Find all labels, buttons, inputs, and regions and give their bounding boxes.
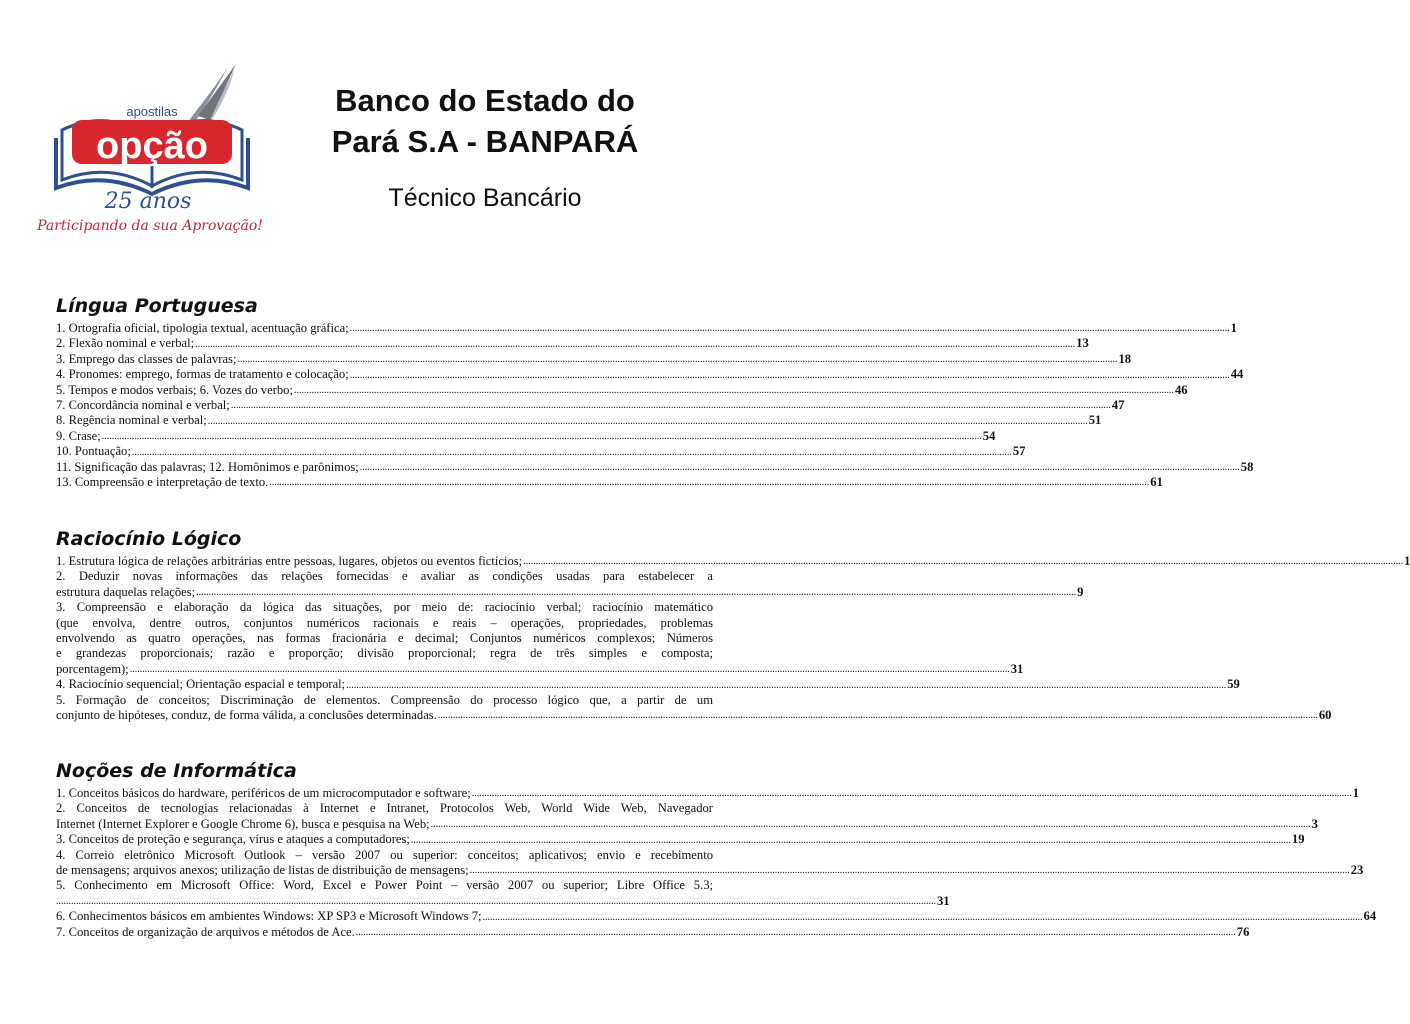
toc-leader bbox=[231, 398, 1111, 413]
open-book-logo-icon bbox=[37, 58, 263, 240]
toc-entry-text-line: 3. Compreensão e elaboração da lógica das situações, por meio de: raciocínio verbal; raciocínio matemático bbox=[56, 600, 713, 615]
toc-page-number: 61 bbox=[1150, 475, 1163, 490]
page-title bbox=[280, 80, 690, 162]
toc-entry-text-line: porcentagem); bbox=[56, 661, 129, 676]
toc-entry-text: 13. Compreensão e interpretação de texto. bbox=[56, 475, 269, 490]
toc-entry[interactable] bbox=[56, 692, 1332, 724]
toc-entry-text: 9. Crase; bbox=[56, 428, 101, 443]
logo-brand-text: opção bbox=[96, 125, 208, 167]
toc-entry-text-line: (que envolva, dentre outros, conjuntos numéricos racionais e reais – operações, propriedades, problemas bbox=[56, 615, 713, 630]
toc-page-number: 9 bbox=[1077, 584, 1084, 599]
toc-leader bbox=[411, 833, 1291, 848]
toc-entry[interactable] bbox=[56, 878, 950, 909]
toc-entry[interactable] bbox=[56, 569, 1084, 600]
toc-entry-text: 5. Tempos e modos verbais; 6. Vozes do verbo; bbox=[56, 382, 293, 397]
title-line-2: Pará S.A - BANPARÁ bbox=[331, 124, 639, 159]
toc-leader bbox=[102, 429, 982, 444]
toc-entry-text-line: 2. Deduzir novas informações das relações fornecidas e avaliar as condições usadas para estabelecer a bbox=[56, 569, 713, 584]
toc-entry[interactable] bbox=[56, 367, 1244, 382]
section-nocoes-de-informatica bbox=[56, 759, 1377, 940]
toc-entry[interactable] bbox=[56, 924, 1250, 940]
toc-entry[interactable] bbox=[56, 444, 1026, 459]
toc-page-number: 46 bbox=[1174, 382, 1188, 397]
toc-entry-text: 10. Pontuação; bbox=[56, 444, 131, 459]
toc-entry[interactable] bbox=[56, 475, 1163, 490]
toc-entry-text: 2. Flexão nominal e verbal; bbox=[56, 336, 195, 351]
section-lingua-portuguesa bbox=[56, 294, 1254, 490]
toc-entry-text: 7. Concordância nominal e verbal; bbox=[56, 398, 230, 413]
toc-leader bbox=[356, 925, 1236, 940]
toc-leader bbox=[132, 445, 1012, 460]
toc-entry[interactable] bbox=[56, 554, 1410, 569]
toc-entry[interactable] bbox=[56, 336, 1089, 351]
toc-page-number: 47 bbox=[1111, 398, 1125, 413]
toc-entry[interactable] bbox=[56, 398, 1125, 413]
toc-entry[interactable] bbox=[56, 428, 996, 444]
toc-page-number: 59 bbox=[1227, 677, 1240, 692]
toc-entry[interactable] bbox=[56, 909, 1377, 924]
toc-leader bbox=[438, 708, 1318, 723]
toc-entry-text-line: de mensagens; arquivos anexos; utilização de listas de distribuição de mensagens; bbox=[56, 863, 469, 878]
title-line-1: Banco do Estado do bbox=[335, 83, 635, 118]
section-title: Língua Portuguesa bbox=[56, 295, 258, 317]
toc-leader bbox=[431, 817, 1311, 832]
toc-entry-text: 3. Conceitos de proteção e segurança, vírus e ataques a computadores; bbox=[56, 832, 410, 847]
toc-entry[interactable] bbox=[56, 413, 1102, 428]
toc-entry[interactable] bbox=[56, 351, 1132, 367]
logo-top-text: apostilas bbox=[126, 104, 178, 119]
toc-entry[interactable] bbox=[56, 321, 1237, 336]
toc-entry-text-line: estrutura daquelas relações; bbox=[56, 584, 196, 599]
toc-page-number: 60 bbox=[1318, 708, 1332, 723]
toc-page-number: 1 bbox=[1230, 321, 1237, 335]
section-title: Noções de Informática bbox=[56, 760, 297, 782]
toc-entry-text: 4. Pronomes: emprego, formas de tratamento e colocação; bbox=[56, 367, 349, 382]
toc-entry[interactable] bbox=[56, 677, 1240, 692]
toc-page-number: 54 bbox=[982, 428, 996, 443]
logo-tagline: Participando da sua Aprovação! bbox=[37, 218, 263, 234]
toc-leader bbox=[350, 321, 1230, 336]
toc-leader bbox=[472, 786, 1352, 801]
toc-entry-text: 4. Raciocínio sequencial; Orientação espacial e temporal; bbox=[56, 677, 346, 692]
toc-entry-text-line: conjunto de hipóteses, conduz, de forma válida, a conclusões determinadas. bbox=[56, 708, 437, 723]
toc-leader bbox=[470, 863, 1350, 878]
page-subtitle: Técnico Bancário bbox=[388, 184, 582, 212]
toc-leader bbox=[237, 352, 1117, 367]
toc-entry-text: 6. Conhecimentos básicos em ambientes Windows: XP SP3 e Microsoft Windows 7; bbox=[56, 909, 482, 924]
toc-leader bbox=[195, 337, 1075, 352]
toc-entry[interactable] bbox=[56, 600, 1024, 677]
toc-leader bbox=[196, 585, 1076, 600]
logo-years-text: 25 anos bbox=[104, 189, 192, 214]
toc-entry-text: 3. Emprego das classes de palavras; bbox=[56, 351, 237, 366]
toc-page-number: 1 bbox=[1352, 786, 1360, 800]
toc-leader bbox=[350, 368, 1230, 383]
section-title: Raciocínio Lógico bbox=[56, 528, 242, 550]
toc-leader bbox=[269, 475, 1149, 490]
toc-entry-text: 8. Regência nominal e verbal; bbox=[56, 413, 207, 428]
toc-leader bbox=[346, 678, 1226, 693]
toc-entry-text-line: 5. Conhecimento em Microsoft Office: Word, Excel e Power Point – versão 2007 ou superior; Libre Office 5.3; bbox=[56, 878, 713, 893]
toc-page-number: 64 bbox=[1363, 909, 1377, 924]
toc-entry-text: 11. Significação das palavras; 12. Homônimos e parônimos; bbox=[56, 459, 359, 474]
toc-leader bbox=[294, 383, 1174, 398]
toc-page-number: 1 bbox=[1404, 554, 1410, 568]
toc-entry[interactable] bbox=[56, 786, 1360, 801]
toc-entry-text: 1. Ortografia oficial, tipologia textual, acentuação gráfica; bbox=[56, 321, 349, 335]
toc-entry-text-line: 5. Formação de conceitos; Discriminação de elementos. Compreensão do processo lógico que, a partir de um bbox=[56, 692, 713, 707]
toc-entry-text-line: e grandezas proporcionais; razão e proporção; divisão proporcional; regra de três simples e composta; bbox=[56, 646, 713, 661]
toc-entry-text-line: 2. Conceitos de tecnologias relacionadas à Internet e Intranet, Protocolos Web, World Wide Web, Navegador bbox=[56, 801, 713, 816]
toc-entry-text: 7. Conceitos de organização de arquivos e métodos de Ace. bbox=[56, 924, 355, 939]
toc-entry[interactable] bbox=[56, 382, 1188, 398]
toc-page-number: 23 bbox=[1350, 863, 1364, 878]
toc-page-number: 76 bbox=[1236, 924, 1250, 939]
toc-entry-text: 1. Conceitos básicos do hardware, periféricos de um microcomputador e software; bbox=[56, 786, 471, 800]
toc-entry-text-line: envolvendo as quatro operações, nas formas fracionária e decimal; Conjuntos numéricos complexos; Números bbox=[56, 631, 713, 646]
toc-page-number: 31 bbox=[937, 893, 950, 908]
toc-leader bbox=[208, 414, 1088, 429]
toc-page-number: 18 bbox=[1118, 351, 1132, 366]
toc-page-number: 3 bbox=[1311, 816, 1318, 831]
toc-page-number: 13 bbox=[1076, 336, 1089, 351]
toc-entry[interactable] bbox=[56, 832, 1305, 847]
toc-entry[interactable] bbox=[56, 459, 1254, 475]
toc-leader bbox=[483, 910, 1363, 925]
toc-page-number: 31 bbox=[1010, 661, 1024, 676]
toc-entry[interactable] bbox=[56, 801, 1318, 832]
section-raciocinio-logico bbox=[56, 527, 1410, 723]
toc-leader bbox=[56, 894, 936, 909]
toc-entry-text: 1. Estrutura lógica de relações arbitrárias entre pessoas, lugares, objetos ou eventos fictícios; bbox=[56, 554, 523, 568]
toc-page-number: 58 bbox=[1240, 459, 1254, 474]
toc-leader bbox=[523, 554, 1403, 569]
toc-entry[interactable] bbox=[56, 847, 1364, 879]
apostilas-opcao-logo bbox=[37, 58, 263, 240]
toc-leader bbox=[360, 460, 1240, 475]
toc-entry-text-line: Internet (Internet Explorer e Google Chrome 6), busca e pesquisa na Web; bbox=[56, 816, 430, 831]
toc-page-number: 57 bbox=[1012, 444, 1026, 459]
toc-entry-text-line: 4. Correio eletrônico Microsoft Outlook – versão 2007 ou superior: conceitos; aplicativos; envio e recebimento bbox=[56, 847, 713, 862]
toc-page-number: 19 bbox=[1291, 832, 1305, 847]
toc-page-number: 44 bbox=[1230, 367, 1244, 382]
toc-leader bbox=[130, 662, 1010, 677]
toc-page-number: 51 bbox=[1088, 413, 1102, 428]
